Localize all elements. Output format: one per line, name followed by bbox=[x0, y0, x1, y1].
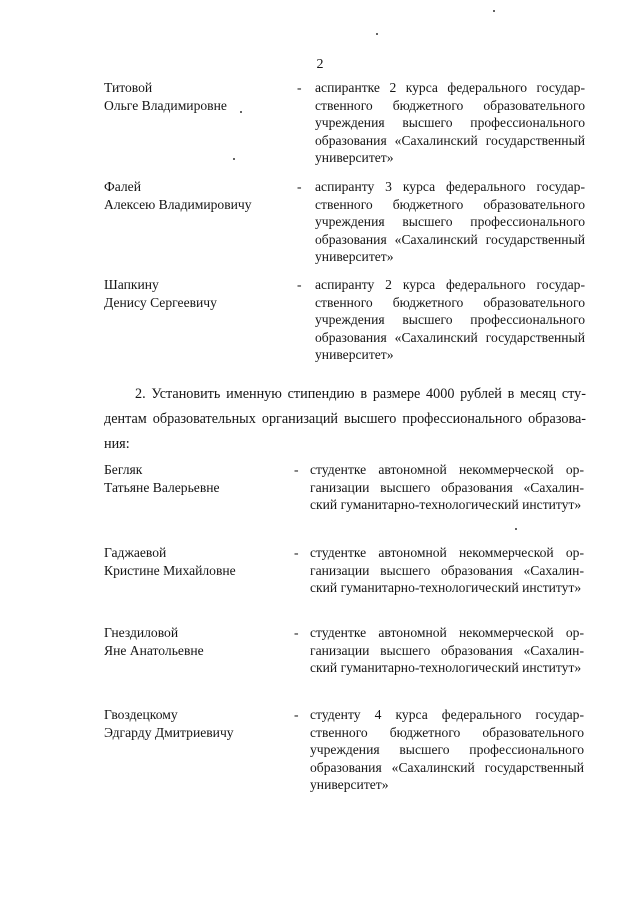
scan-speck bbox=[493, 10, 495, 12]
scan-speck bbox=[376, 33, 378, 35]
recipient-surname: Шапкину bbox=[104, 277, 159, 292]
entry-dash: - bbox=[297, 277, 302, 292]
paragraph-2: 2. Установить именную стипендию в размере 4000 рублей в месяц студентам образовательных организаций высшего профессионального образования: bbox=[104, 386, 586, 452]
recipient-surname: Фалей bbox=[104, 179, 141, 194]
recipient-surname: Гвоздецкому bbox=[104, 707, 178, 722]
recipient-surname: Гнездиловой bbox=[104, 625, 179, 640]
recipient-given-names: Татьяне Валерьевне bbox=[104, 480, 220, 495]
recipient-given-names: Алексею Владимировичу bbox=[104, 197, 252, 212]
scan-speck bbox=[240, 111, 242, 113]
recipient-given-names: Денису Сергеевичу bbox=[104, 295, 217, 310]
recipient-name bbox=[104, 461, 279, 497]
recipient-name bbox=[104, 624, 279, 660]
recipient-name bbox=[104, 276, 279, 312]
recipient-surname: Бегляк bbox=[104, 462, 143, 477]
recipient-surname: Гаджаевой bbox=[104, 545, 167, 560]
recipient-description: студентке автономной некоммерческой организации высшего образования «Сахалинский гуманитарно-технологический институт» bbox=[310, 625, 584, 675]
entry-dash: - bbox=[297, 80, 302, 95]
recipient-given-names: Эдгарду Дмитриевичу bbox=[104, 725, 234, 740]
recipient-description: аспиранту 2 курса федерального государственного бюджетного образовательного учреждения высшего профессионального образования «Сахалинский государственный университет» bbox=[315, 277, 585, 362]
recipient-description: аспиранту 3 курса федерального государственного бюджетного образовательного учреждения высшего профессионального образования «Сахалинский государственный университет» bbox=[315, 179, 585, 264]
recipient-surname: Титовой bbox=[104, 80, 153, 95]
entry-dash: - bbox=[294, 707, 299, 722]
recipient-description: студентке автономной некоммерческой организации высшего образования «Сахалинский гуманитарно-технологический институт» bbox=[310, 462, 584, 512]
recipient-name bbox=[104, 178, 279, 214]
recipient-description: студентке автономной некоммерческой организации высшего образования «Сахалинский гуманитарно-технологический институт» bbox=[310, 545, 584, 595]
recipient-name bbox=[104, 544, 279, 580]
recipient-description: студенту 4 курса федерального государственного бюджетного образовательного учреждения высшего профессионального образования «Сахалинский государственный университет» bbox=[310, 707, 584, 792]
entry-dash: - bbox=[294, 462, 299, 477]
recipient-name bbox=[104, 706, 279, 742]
recipient-given-names: Яне Анатольевне bbox=[104, 643, 204, 658]
entry-dash: - bbox=[297, 179, 302, 194]
page-number: 2 bbox=[316, 57, 324, 72]
entry-dash: - bbox=[294, 545, 299, 560]
recipient-description: аспирантке 2 курса федерального государственного бюджетного образовательного учреждения высшего профессионального образования «Сахалинский государственный университет» bbox=[315, 80, 585, 165]
scan-speck bbox=[515, 528, 517, 530]
recipient-given-names: Ольге Владимировне bbox=[104, 98, 227, 113]
entry-dash: - bbox=[294, 625, 299, 640]
scan-speck bbox=[233, 158, 235, 160]
recipient-name bbox=[104, 79, 279, 115]
recipient-given-names: Кристине Михайловне bbox=[104, 563, 236, 578]
